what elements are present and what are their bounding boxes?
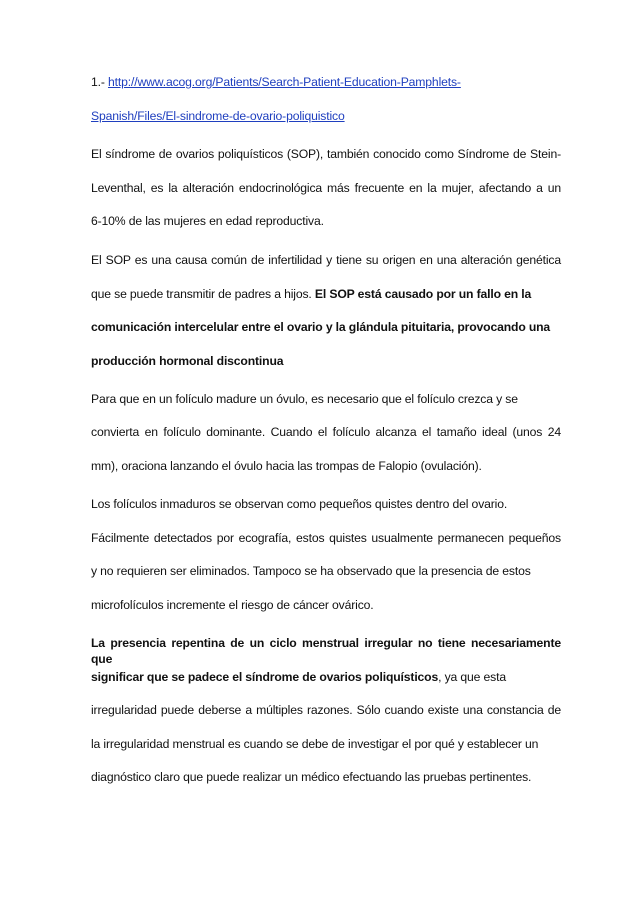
paragraph-2-line-4: producción hormonal discontinua [91, 354, 284, 368]
reference-prefix: 1.- [91, 75, 109, 89]
paragraph-1-line-1: El síndrome de ovarios poliquísticos (SOP), también conocido como Síndrome de Stein- [91, 147, 561, 161]
paragraph-1-line-2: Leventhal, es la alteración endocrinológica más frecuente en la mujer, afectando a un [91, 181, 561, 195]
paragraph-5-line-4: la irregularidad menstrual es cuando se debe de investigar el por qué y establecer un [91, 737, 539, 751]
paragraph-4-line-4: microfolículos incremente el riesgo de cáncer ovárico. [91, 598, 374, 612]
paragraph-5-line-1: La presencia repentina de un ciclo menstrual irregular no tiene necesariamente que [91, 636, 561, 666]
reference-line-1 [91, 74, 561, 90]
paragraph-5-text: , ya que esta [438, 670, 506, 684]
paragraph-3-line-3: mm), oraciona lanzando el óvulo hacia las trompas de Falopio (ovulación). [91, 459, 482, 473]
paragraph-3-line-2: convierta en folículo dominante. Cuando el folículo alcanza el tamaño ideal (unos 24 [91, 425, 561, 439]
paragraph-5-bold-text: significar que se padece el síndrome de ovarios poliquísticos [91, 670, 439, 684]
paragraph-2-line-2 [91, 286, 561, 302]
paragraph-3-line-1: Para que en un folículo madure un óvulo, es necesario que el folículo crezca y se [91, 392, 518, 406]
paragraph-5-line-2 [91, 669, 561, 685]
paragraph-2-line-3: comunicación intercelular entre el ovario y la glándula pituitaria, provocando una [91, 320, 551, 334]
reference-link-continuation[interactable]: Spanish/Files/El-sindrome-de-ovario-poliquistico [91, 109, 345, 123]
reference-line-2 [91, 108, 561, 124]
paragraph-5-line-3: irregularidad puede deberse a múltiples razones. Sólo cuando existe una constancia de [91, 703, 561, 717]
paragraph-4-line-3: y no requieren ser eliminados. Tampoco se ha observado que la presencia de estos [91, 564, 531, 578]
reference-link[interactable]: http://www.acog.org/Patients/Search-Patient-Education-Pamphlets- [108, 75, 461, 89]
paragraph-4-line-2: Fácilmente detectados por ecografía, estos quistes usualmente permanecen pequeños [91, 531, 561, 545]
paragraph-4-line-1: Los folículos inmaduros se observan como pequeños quistes dentro del ovario. [91, 497, 508, 511]
paragraph-5-line-5: diagnóstico claro que puede realizar un médico efectuando las pruebas pertinentes. [91, 770, 532, 784]
paragraph-1-line-3: 6-10% de las mujeres en edad reproductiva. [91, 214, 324, 228]
paragraph-2-line-1: El SOP es una causa común de infertilidad y tiene su origen en una alteración genética [91, 253, 561, 267]
paragraph-2-bold-text: El SOP está causado por un fallo en la [314, 287, 532, 301]
paragraph-2-text: que se puede transmitir de padres a hijos. [91, 287, 315, 301]
